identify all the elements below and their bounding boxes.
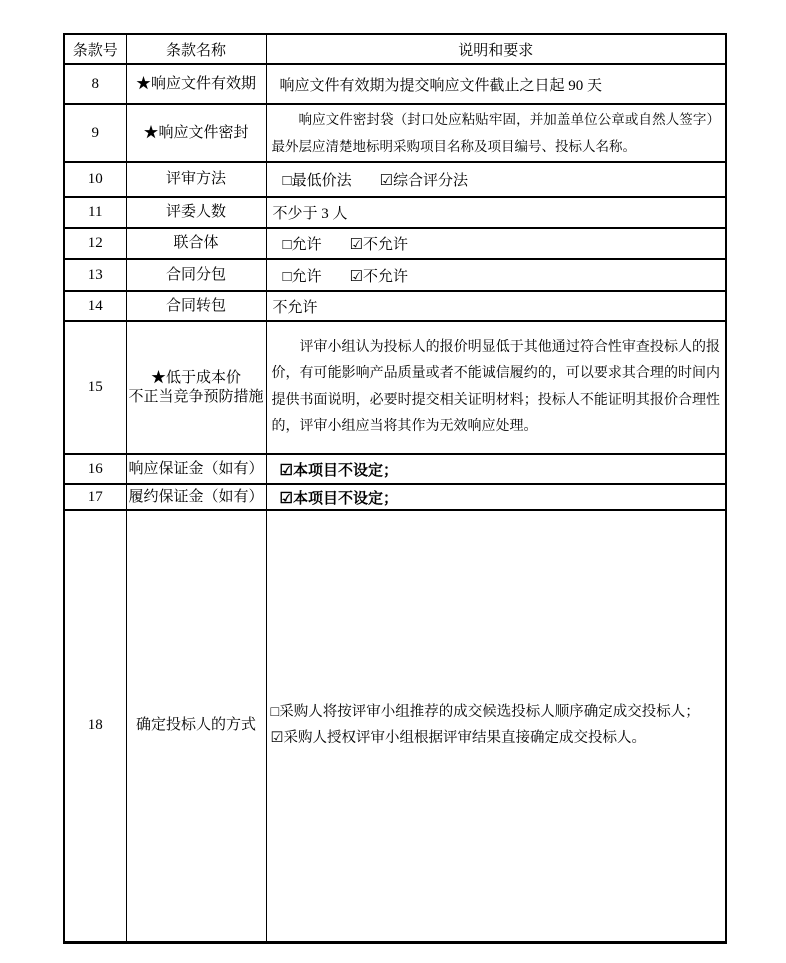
- checkbox-checked-icon: ☑: [270, 729, 284, 746]
- clause-name: 响应保证金（如有）: [126, 454, 266, 484]
- table-row-11: [64, 197, 726, 228]
- table-row-8: [64, 64, 726, 104]
- clause-description: [266, 228, 726, 259]
- clause-description: [266, 484, 726, 510]
- checkbox-checked-icon: ☑: [349, 237, 364, 253]
- clause-name-line2: 不正当竞争预防措施: [128, 388, 264, 405]
- checkbox-unchecked-icon: □: [282, 173, 292, 189]
- clauses-table: [63, 33, 727, 944]
- clause-description: [266, 454, 726, 484]
- clause-number: 14: [64, 291, 126, 321]
- option-allowed: [283, 269, 322, 285]
- checkbox-unchecked-icon: □: [270, 704, 280, 721]
- header-clause-number: 条款号: [64, 34, 126, 64]
- table-header-row: [64, 34, 726, 64]
- option-label: 本项目不设定；: [292, 462, 398, 479]
- clause-number: 9: [64, 104, 126, 162]
- description-paragraph: 评审小组认为投标人的报价明显低于其他通过符合性审查投标人的报价，有可能影响产品质量或者不能诚信履约的，可以要求其合理的时间内提供书面说明，必要时提交相关证明材料；投标人不能证明其报价合理性的，评审小组应当将其作为无效响应处理。: [271, 339, 720, 434]
- checkbox-unchecked-icon: □: [282, 268, 292, 285]
- clause-number: 10: [64, 162, 126, 197]
- clause-description: [266, 104, 726, 162]
- clause-number: 8: [64, 64, 126, 104]
- table-row-14: [64, 291, 726, 321]
- clause-number: 13: [64, 259, 126, 291]
- clause-description: [266, 259, 726, 291]
- option-lowest-price: [283, 173, 352, 189]
- option-label: 允许: [291, 268, 322, 285]
- clause-name: ★响应文件有效期: [126, 64, 266, 104]
- table-row-17: [64, 484, 726, 510]
- clause-name: [126, 321, 266, 454]
- option-label: 不允许: [363, 268, 409, 285]
- description-paragraph: 响应文件密封袋（封口处应粘贴牢固，并加盖单位公章或自然人签字）最外层应清楚地标明采购项目名称及项目编号、投标人名称。: [271, 112, 720, 154]
- option-ranked-candidates: [267, 700, 726, 726]
- option-not-allowed: [350, 237, 408, 253]
- option-label: 不允许: [363, 237, 409, 253]
- clause-number: 17: [64, 484, 126, 510]
- option-allowed: [283, 237, 322, 253]
- clause-description: 不允许: [266, 291, 726, 321]
- checkbox-unchecked-icon: □: [282, 237, 292, 253]
- option-label: 允许: [291, 237, 322, 253]
- clause-description: 不少于 3 人: [266, 197, 726, 228]
- clause-name: 联合体: [126, 228, 266, 259]
- table-row-9: [64, 104, 726, 162]
- clause-name: 评审方法: [126, 162, 266, 197]
- option-label: 最低价法: [291, 173, 352, 189]
- clause-description: 响应文件有效期为提交响应文件截止之日起 90 天: [266, 64, 726, 104]
- clause-description: [266, 510, 726, 942]
- checkbox-checked-icon: ☑: [379, 173, 394, 189]
- clause-name: ★响应文件密封: [126, 104, 266, 162]
- clause-number: 18: [64, 510, 126, 942]
- clause-name-line1: ★低于成本价: [150, 369, 241, 386]
- option-label: 本项目不设定；: [292, 490, 398, 507]
- option-direct-determination: [267, 726, 726, 752]
- table-row-12: [64, 228, 726, 259]
- clause-number: 15: [64, 321, 126, 454]
- table-row-15: [64, 321, 726, 454]
- table-row-16: [64, 454, 726, 484]
- clause-description: [266, 321, 726, 454]
- clause-name: 确定投标人的方式: [126, 510, 266, 942]
- table-row-13: [64, 259, 726, 291]
- option-not-allowed: [350, 269, 408, 285]
- table-row-10: [64, 162, 726, 197]
- clause-name: 合同分包: [126, 259, 266, 291]
- clause-name: 评委人数: [126, 197, 266, 228]
- option-label: 综合评分法: [393, 173, 469, 189]
- table-row-18: [64, 510, 726, 942]
- checkbox-checked-icon: ☑: [279, 490, 293, 507]
- checkbox-checked-icon: ☑: [279, 462, 293, 479]
- clause-name: 合同转包: [126, 291, 266, 321]
- clause-number: 12: [64, 228, 126, 259]
- header-clause-description: 说明和要求: [266, 34, 726, 64]
- clause-name: 履约保证金（如有）: [126, 484, 266, 510]
- header-clause-name: 条款名称: [126, 34, 266, 64]
- clause-number: 11: [64, 197, 126, 228]
- option-comprehensive-scoring: [380, 173, 468, 189]
- clause-number: 16: [64, 454, 126, 484]
- clause-description: [266, 162, 726, 197]
- option-label: 采购人将按评审小组推荐的成交候选投标人顺序确定成交投标人；: [279, 704, 700, 721]
- checkbox-checked-icon: ☑: [349, 268, 364, 285]
- option-label: 采购人授权评审小组根据评审结果直接确定成交投标人。: [283, 729, 646, 746]
